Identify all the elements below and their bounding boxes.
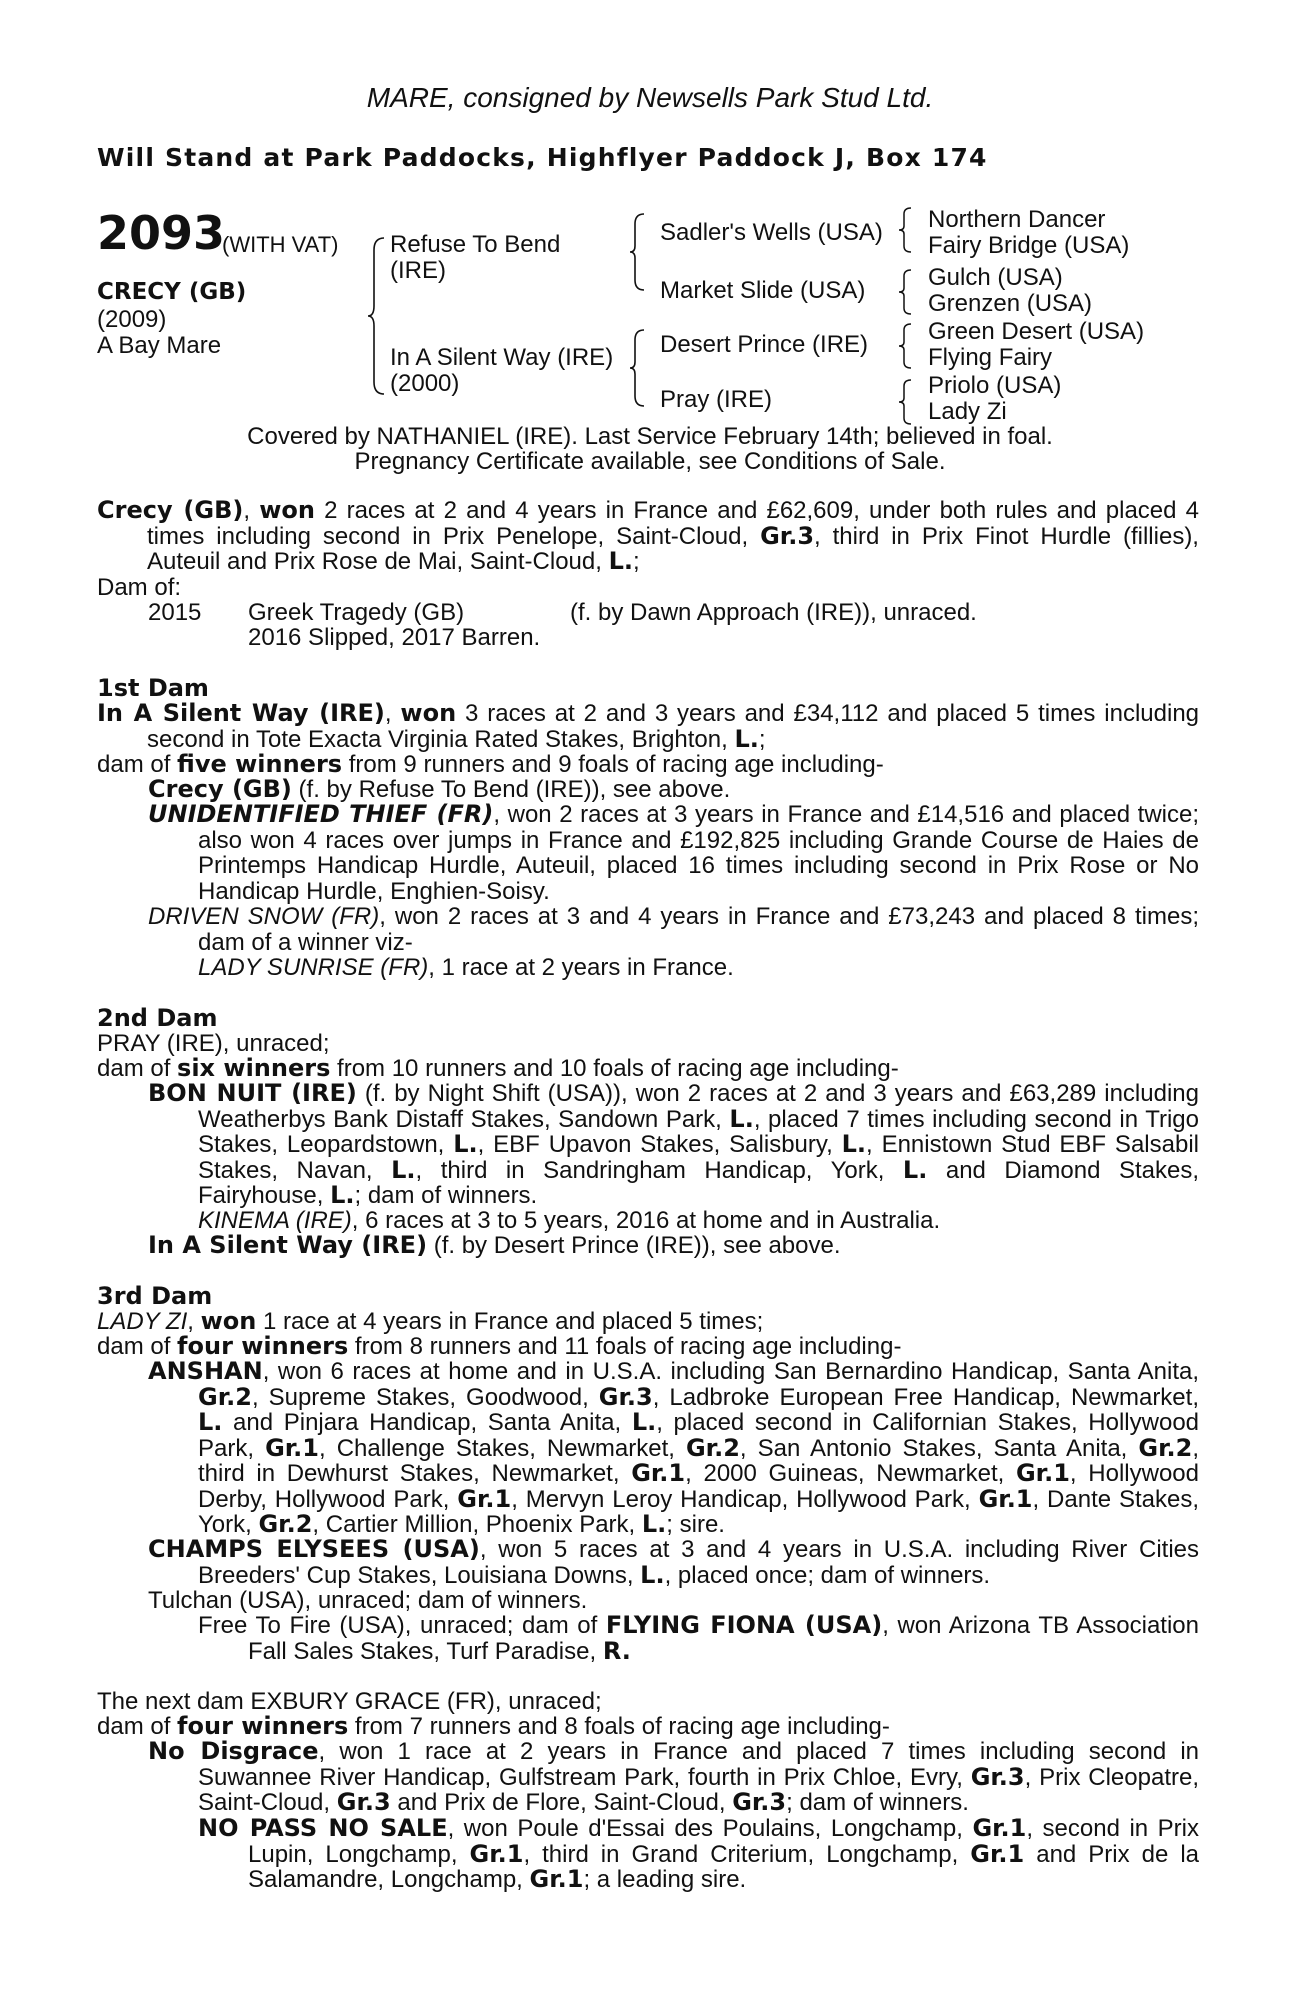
pregnancy-line: Pregnancy Certificate available, see Conditions of Sale. — [354, 448, 946, 475]
produce-text: , second in Prix Lupin, Longchamp, — [248, 1815, 1199, 1868]
first-dam-won: won — [400, 699, 457, 727]
produce-text: and Pinjara Handicap, Santa Anita, — [222, 1409, 632, 1436]
summary-text: dam of — [97, 1713, 178, 1740]
third-dam-won: won — [200, 1307, 257, 1335]
first-dam-text: 3 races at 2 and 3 years and £34,112 and placed 5 times including second in Tote Exacta Virginia Rated Stakes, Brighton, — [147, 700, 1200, 753]
produce-text: , Dante Stakes, York, — [198, 1485, 1199, 1538]
produce-text: , won 2 races at 3 years in France and £14,516 and placed twice; also won 4 races over jumps in France and £192,825 including Grande Course de Haies de Printemps Handicap Hurdle, Auteuil, placed 16 times including second in Prix Rose or No Handicap Hurdle, Enghien-Soisy. — [198, 801, 1200, 905]
horse-description: A Bay Mare — [97, 332, 222, 359]
produce-name: UNIDENTIFIED THIEF (FR) — [148, 800, 494, 828]
produce-name: BON NUIT (IRE) — [148, 1079, 357, 1107]
produce-text: , placed 7 times including second in Trigo Stakes, Leopardstown, — [198, 1105, 1199, 1158]
pedigree-sdd: Grenzen (USA) — [928, 290, 1093, 317]
produce-name: DRIVEN SNOW (FR) — [148, 903, 380, 930]
covered-line: Covered by NATHANIEL (IRE). Last Service February 14th; believed in foal. — [247, 423, 1053, 450]
pedigree-ssd: Fairy Bridge (USA) — [928, 232, 1130, 259]
mare-record: Crecy (GB), won 2 races at 2 and 4 years in France and £62,609, under both rules and placed 4 times including second in Prix Penelope, Saint-Cloud, Gr.3, third in Prix Finot Hurdle (fillies), Auteuil and Prix Rose de Mai, Saint-Cloud, L.; — [97, 496, 1200, 575]
produce-text: , Mervyn Leroy Handicap, Hollywood Park, — [511, 1485, 979, 1513]
pedigree-sire-dam: Market Slide (USA) — [660, 277, 866, 304]
next-dam-line: The next dam EXBURY GRACE (FR), unraced; — [97, 1688, 602, 1715]
summary-text: from 8 runners and 11 foals of racing age including- — [348, 1333, 902, 1360]
produce-champs-elysees — [148, 1537, 1199, 1588]
produce-text: , 2000 Guineas, Newmarket, — [685, 1460, 1016, 1487]
produce-name: NO PASS NO SALE — [198, 1814, 448, 1842]
grade-label: Gr.1 — [970, 1839, 1025, 1868]
pedigree-sds: Gulch (USA) — [928, 264, 1063, 291]
produce-text: , won 5 races at 3 and 4 years in U.S.A. including River Cities Breeders' Cup Stakes, Louisiana Downs, — [198, 1536, 1200, 1589]
grade-label: Gr.1 — [529, 1865, 584, 1893]
produce-text: , Ladbroke European Free Handicap, Newmarket, — [652, 1383, 1199, 1411]
produce-text: (f. by Night Shift (USA)), won 2 races at 2 and 3 years and £63,289 including Weatherbys Bank Distaff Stakes, Sandown Park, — [198, 1080, 1199, 1133]
produce-unidentified-thief — [148, 802, 1199, 904]
produce-text: , won Arizona TB Association Fall Sales Stakes, Turf Paradise, — [248, 1612, 1199, 1665]
pedigree-dam-sire: Desert Prince (IRE) — [660, 331, 869, 358]
grade-label: Gr.3 — [336, 1788, 391, 1816]
produce-text: , won 2 races at 3 and 4 years in France and £73,243 and placed 8 times; dam of a winner viz- — [198, 903, 1199, 956]
grade-label: Gr.1 — [265, 1433, 319, 1462]
third-dam-produce-summary — [97, 1334, 1199, 1360]
pedigree-sire-suffix: (IRE) — [390, 257, 446, 284]
pedigree-dsd: Flying Fairy — [928, 344, 1053, 371]
pedigree-dam-dam: Pray (IRE) — [660, 386, 773, 413]
produce-name: In A Silent Way (IRE) — [148, 1231, 428, 1259]
summary-text: from 10 runners and 10 foals of racing age including- — [330, 1055, 899, 1082]
first-dam-text: ; — [758, 725, 766, 753]
second-dam-heading: 2nd Dam — [97, 1004, 218, 1032]
produce-text: Free To Fire (USA), unraced; dam of — [198, 1612, 606, 1639]
grade-label: Gr.2 — [198, 1382, 252, 1411]
third-dam-name: LADY ZI — [97, 1308, 188, 1335]
grade-label: Gr.2 — [685, 1433, 740, 1462]
produce-text: , won 6 races at home and in U.S.A. including San Bernardino Handicap, Santa Anita, — [262, 1358, 1199, 1385]
produce-driven-snow — [148, 904, 1199, 955]
winners-count: four winners — [177, 1712, 349, 1740]
mare-won: won — [259, 496, 315, 524]
summary-text: dam of — [97, 1055, 178, 1082]
winners-count: four winners — [177, 1332, 349, 1360]
first-dam-heading: 1st Dam — [97, 674, 209, 702]
horse-name: CRECY (GB) — [97, 279, 247, 305]
pedigree-dam: In A Silent Way (IRE) — [390, 344, 614, 371]
horse-year: (2009) — [97, 306, 167, 333]
produce-text: , third in Sandringham Handicap, York, — [415, 1156, 903, 1184]
produce-name: Greek Tragedy (GB) — [248, 599, 465, 626]
produce-text: , San Antonio Stakes, Santa Anita, — [739, 1434, 1139, 1462]
produce-crecy — [148, 777, 1199, 803]
first-dam-record: In A Silent Way (IRE), won 3 races at 2 and 3 years and £34,112 and placed 5 times including second in Tote Exacta Virginia Rated Stakes, Brighton, L.; — [97, 699, 1200, 753]
produce-text: , Hollywood Derby, Hollywood Park, — [198, 1460, 1199, 1513]
dam-of-label: Dam of: — [97, 574, 182, 601]
listed-label: L. — [631, 1408, 657, 1436]
listed-label: L. — [330, 1181, 355, 1209]
consigner-line: MARE, consigned by Newsells Park Stud Ltd. — [366, 82, 934, 113]
third-dam-text: 1 race at 4 years in France and placed 5 times; — [256, 1308, 764, 1335]
listed-label: L. — [391, 1155, 416, 1184]
produce-text: ; sire. — [666, 1511, 725, 1538]
grade-label: Gr.3 — [970, 1762, 1025, 1791]
produce-text: , third in Grand Criterium, Longchamp, — [523, 1840, 971, 1868]
produce-free-to-fire — [198, 1613, 1199, 1664]
produce-text: , won 1 race at 2 years in France and placed 7 times including second in Suwannee River Handicap, Gulfstream Park, fourth in Prix Chloe, Evry, — [198, 1738, 1199, 1791]
produce-name: FLYING FIONA (USA) — [605, 1611, 883, 1639]
produce-anshan — [148, 1359, 1199, 1538]
produce-text: , EBF Upavon Stakes, Salisbury, — [477, 1131, 842, 1158]
summary-text: from 7 runners and 8 foals of racing age including- — [348, 1713, 890, 1740]
pedigree-sire: Refuse To Bend — [390, 231, 561, 258]
listed-label: L. — [198, 1408, 223, 1436]
produce-text: , Ennistown Stud EBF Salsabil Stakes, Navan, — [198, 1131, 1199, 1184]
mare-name: Crecy (GB) — [97, 496, 244, 524]
produce-text: , third in Dewhurst Stakes, Newmarket, — [198, 1434, 1199, 1487]
produce-year: 2015 — [148, 599, 202, 626]
produce-name: LADY SUNRISE (FR) — [198, 954, 429, 981]
pedigree-sss: Northern Dancer — [928, 206, 1106, 233]
pedigree-brace-dam — [628, 328, 646, 408]
pedigree-brace-sd — [897, 268, 913, 316]
grade-label: Gr.2 — [1138, 1433, 1193, 1462]
summary-text: dam of — [97, 751, 178, 778]
winners-count: six winners — [177, 1054, 331, 1082]
produce-text: , Cartier Million, Phoenix Park, — [312, 1511, 642, 1538]
listed-label: L. — [640, 1560, 665, 1589]
produce-name: Crecy (GB) — [148, 775, 292, 803]
grade-label: Gr.2 — [258, 1510, 313, 1538]
produce-lady-sunrise — [198, 955, 1199, 981]
third-dam-line: LADY ZI, won 1 race at 4 years in France and placed 5 times; — [97, 1307, 764, 1335]
listed-label: L. — [729, 1104, 754, 1133]
produce-text: , placed once; dam of winners. — [664, 1561, 991, 1589]
produce-text: , won Poule d'Essai des Poulains, Longchamp, — [447, 1815, 973, 1842]
summary-text: from 9 runners and 9 foals of racing age including- — [342, 751, 884, 778]
pedigree-ddd: Lady Zi — [928, 398, 1007, 425]
grade-label: Gr.3 — [598, 1382, 653, 1411]
grade-label: Gr.1 — [1015, 1459, 1070, 1487]
produce-name: No Disgrace — [148, 1737, 319, 1765]
second-dam-produce-summary — [97, 1056, 1199, 1082]
winners-count: five winners — [177, 750, 343, 778]
listed-label: L. — [453, 1130, 478, 1158]
produce-tulchan: Tulchan (USA), unraced; dam of winners. — [148, 1587, 588, 1614]
mare-text: ; — [633, 548, 640, 575]
produce-text: , Challenge Stakes, Newmarket, — [319, 1434, 686, 1462]
produce-name: ANSHAN — [148, 1357, 263, 1385]
listed-label: L. — [841, 1130, 867, 1158]
produce-name: KINEMA (IRE) — [198, 1207, 352, 1234]
pedigree-brace-ds — [897, 322, 913, 370]
produce-text: (f. by Desert Prince (IRE)), see above. — [427, 1232, 841, 1259]
listed-label: L. — [734, 724, 759, 753]
pedigree-dds: Priolo (USA) — [928, 372, 1062, 399]
pedigree-brace-main — [366, 236, 386, 396]
produce-text: , 1 race at 2 years in France. — [428, 954, 734, 981]
grade-label: Gr.3 — [732, 1788, 787, 1816]
first-dam-produce-summary — [97, 752, 1199, 778]
lot-number: 2093 — [97, 206, 226, 260]
produce-detail: (f. by Dawn Approach (IRE)), unraced. — [570, 599, 977, 626]
produce-text: ; dam of winners. — [786, 1789, 969, 1816]
produce-name: CHAMPS ELYSEES (USA) — [148, 1535, 480, 1563]
produce-text: and Diamond Stakes, Fairyhouse, — [198, 1156, 1200, 1209]
pedigree-brace-ss — [897, 206, 913, 254]
produce-text: , Supreme Stakes, Goodwood, — [251, 1383, 599, 1411]
produce-text: and Prix de la Salamandre, Longchamp, — [248, 1840, 1199, 1893]
produce-text: , placed second in Californian Stakes, Hollywood Park, — [198, 1409, 1200, 1462]
grade-label: Gr.1 — [457, 1484, 512, 1513]
grade-label: Gr.1 — [631, 1459, 686, 1487]
produce-in-a-silent-way — [148, 1233, 1199, 1259]
produce-text: and Prix de Flore, Saint-Cloud, — [390, 1789, 733, 1816]
pedigree-dam-year: (2000) — [390, 370, 460, 397]
produce-text: (f. by Refuse To Bend (IRE)), see above. — [291, 776, 731, 803]
produce-no-pass-no-sale — [198, 1816, 1199, 1893]
vat-note: (WITH VAT) — [222, 232, 339, 257]
summary-text: dam of — [97, 1333, 178, 1360]
produce-text: ; a leading sire. — [583, 1866, 747, 1893]
grade-label: Gr.1 — [972, 1814, 1027, 1842]
grade-label: Gr.1 — [978, 1484, 1033, 1513]
produce-kinema — [198, 1208, 1199, 1234]
first-dam-name: In A Silent Way (IRE) — [97, 699, 385, 727]
pedigree-brace-dd — [897, 378, 913, 426]
pedigree-sire-sire: Sadler's Wells (USA) — [660, 219, 883, 246]
produce-bon-nuit — [148, 1081, 1199, 1209]
grade-label: Gr.1 — [469, 1839, 524, 1868]
grade-label: Gr.3 — [760, 521, 815, 550]
mare-text: 2 races at 2 and 4 years in France and £62,609, under both rules and placed 4 times including second in Prix Penelope, Saint-Cloud, — [147, 497, 1200, 550]
pedigree-dss: Green Desert (USA) — [928, 318, 1145, 345]
listed-label: L. — [608, 547, 633, 575]
second-dam-line: PRAY (IRE), unraced; — [97, 1030, 330, 1057]
produce-note: 2016 Slipped, 2017 Barren. — [248, 624, 541, 651]
listed-label: L. — [902, 1155, 928, 1184]
third-dam-heading: 3rd Dam — [97, 1282, 213, 1310]
produce-no-disgrace — [148, 1739, 1199, 1816]
produce-text: , 6 races at 3 to 5 years, 2016 at home and in Australia. — [351, 1207, 941, 1234]
pedigree-brace-sire — [628, 212, 646, 292]
stand-location: Will Stand at Park Paddocks, Highflyer Paddock J, Box 174 — [97, 143, 988, 172]
mare-text: , third in Prix Finot Hurdle (fillies), Auteuil and Prix Rose de Mai, Saint-Cloud, — [147, 522, 1199, 575]
produce-text: ; dam of winners. — [354, 1182, 538, 1209]
listed-label: L. — [641, 1510, 667, 1538]
next-dam-produce-summary — [97, 1714, 1199, 1740]
produce-text: , Prix Cleopatre, Saint-Cloud, — [198, 1763, 1199, 1816]
restricted-label: R. — [602, 1636, 631, 1665]
